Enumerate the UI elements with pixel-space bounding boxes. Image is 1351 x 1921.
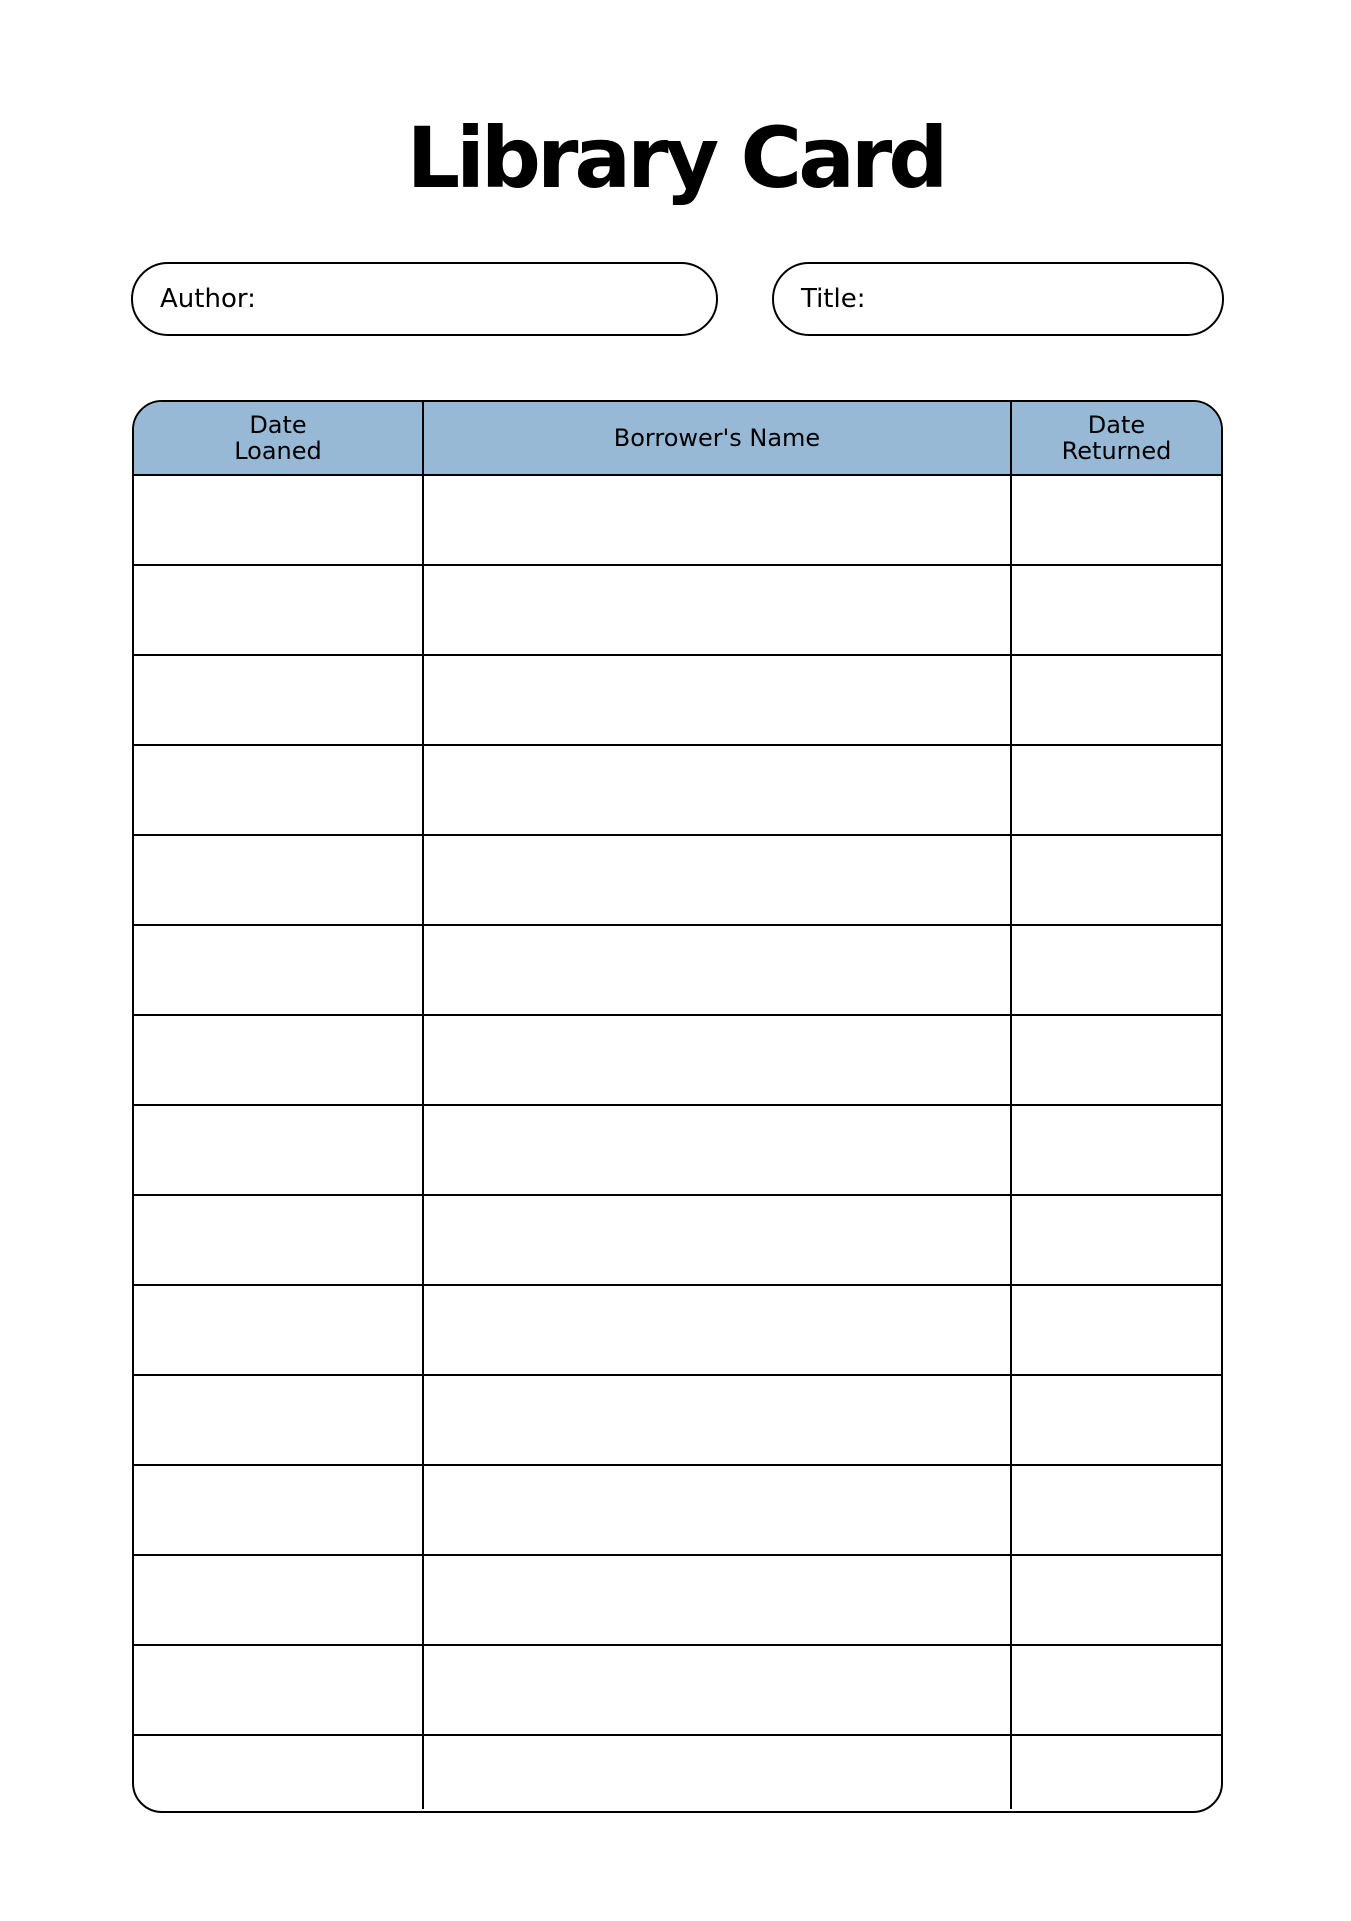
cell-date-loaned[interactable] <box>134 476 424 564</box>
cell-date-returned[interactable] <box>1012 746 1221 834</box>
cell-date-returned[interactable] <box>1012 1286 1221 1374</box>
table-row <box>134 836 1221 926</box>
page-title: Library Card <box>406 109 945 207</box>
cell-date-loaned[interactable] <box>134 1466 424 1554</box>
cell-borrowers-name[interactable] <box>424 1376 1012 1464</box>
table-row <box>134 1376 1221 1466</box>
author-label: Author: <box>160 284 256 314</box>
table-row <box>134 1736 1221 1809</box>
cell-borrowers-name[interactable] <box>424 836 1012 924</box>
cell-date-loaned[interactable] <box>134 1736 424 1809</box>
column-header-date-returned: Date Returned <box>1061 411 1172 465</box>
author-field[interactable] <box>131 262 718 336</box>
cell-borrowers-name[interactable] <box>424 1466 1012 1554</box>
cell-date-loaned[interactable] <box>134 1376 424 1464</box>
table-row <box>134 746 1221 836</box>
cell-date-returned[interactable] <box>1012 1106 1221 1194</box>
cell-borrowers-name[interactable] <box>424 476 1012 564</box>
table-row <box>134 656 1221 746</box>
cell-date-returned[interactable] <box>1012 1646 1221 1734</box>
cell-borrowers-name[interactable] <box>424 746 1012 834</box>
table-row <box>134 566 1221 656</box>
table-row <box>134 1106 1221 1196</box>
cell-date-loaned[interactable] <box>134 1646 424 1734</box>
title-label: Title: <box>801 284 866 314</box>
title-field[interactable] <box>772 262 1224 336</box>
cell-date-loaned[interactable] <box>134 1016 424 1104</box>
cell-date-returned[interactable] <box>1012 836 1221 924</box>
cell-date-returned[interactable] <box>1012 656 1221 744</box>
table-row <box>134 476 1221 566</box>
cell-date-loaned[interactable] <box>134 836 424 924</box>
table-header-row <box>134 402 1221 476</box>
cell-date-returned[interactable] <box>1012 1016 1221 1104</box>
cell-borrowers-name[interactable] <box>424 1556 1012 1644</box>
cell-borrowers-name[interactable] <box>424 1646 1012 1734</box>
cell-borrowers-name[interactable] <box>424 1016 1012 1104</box>
cell-date-loaned[interactable] <box>134 746 424 834</box>
cell-date-returned[interactable] <box>1012 1556 1221 1644</box>
cell-date-returned[interactable] <box>1012 1736 1221 1809</box>
cell-borrowers-name[interactable] <box>424 566 1012 654</box>
cell-date-loaned[interactable] <box>134 1106 424 1194</box>
cell-date-returned[interactable] <box>1012 476 1221 564</box>
cell-date-returned[interactable] <box>1012 926 1221 1014</box>
cell-borrowers-name[interactable] <box>424 926 1012 1014</box>
table-row <box>134 926 1221 1016</box>
cell-date-loaned[interactable] <box>134 1196 424 1284</box>
cell-date-returned[interactable] <box>1012 1196 1221 1284</box>
table-row <box>134 1556 1221 1646</box>
cell-borrowers-name[interactable] <box>424 1196 1012 1284</box>
cell-borrowers-name[interactable] <box>424 1106 1012 1194</box>
cell-date-returned[interactable] <box>1012 1466 1221 1554</box>
table-row <box>134 1646 1221 1736</box>
column-header-date-loaned: Date Loaned <box>134 402 424 474</box>
cell-borrowers-name[interactable] <box>424 1286 1012 1374</box>
table-row <box>134 1466 1221 1556</box>
table-row <box>134 1286 1221 1376</box>
cell-date-returned[interactable] <box>1012 566 1221 654</box>
cell-borrowers-name[interactable] <box>424 656 1012 744</box>
table-row <box>134 1196 1221 1286</box>
cell-borrowers-name[interactable] <box>424 1736 1012 1809</box>
column-header-borrowers-name: Borrower's Name <box>424 402 1012 474</box>
cell-date-loaned[interactable] <box>134 1286 424 1374</box>
cell-date-returned[interactable] <box>1012 1376 1221 1464</box>
cell-date-loaned[interactable] <box>134 566 424 654</box>
table-row <box>134 1016 1221 1106</box>
cell-date-loaned[interactable] <box>134 926 424 1014</box>
cell-date-loaned[interactable] <box>134 1556 424 1644</box>
loan-table <box>132 400 1223 1813</box>
cell-date-loaned[interactable] <box>134 656 424 744</box>
